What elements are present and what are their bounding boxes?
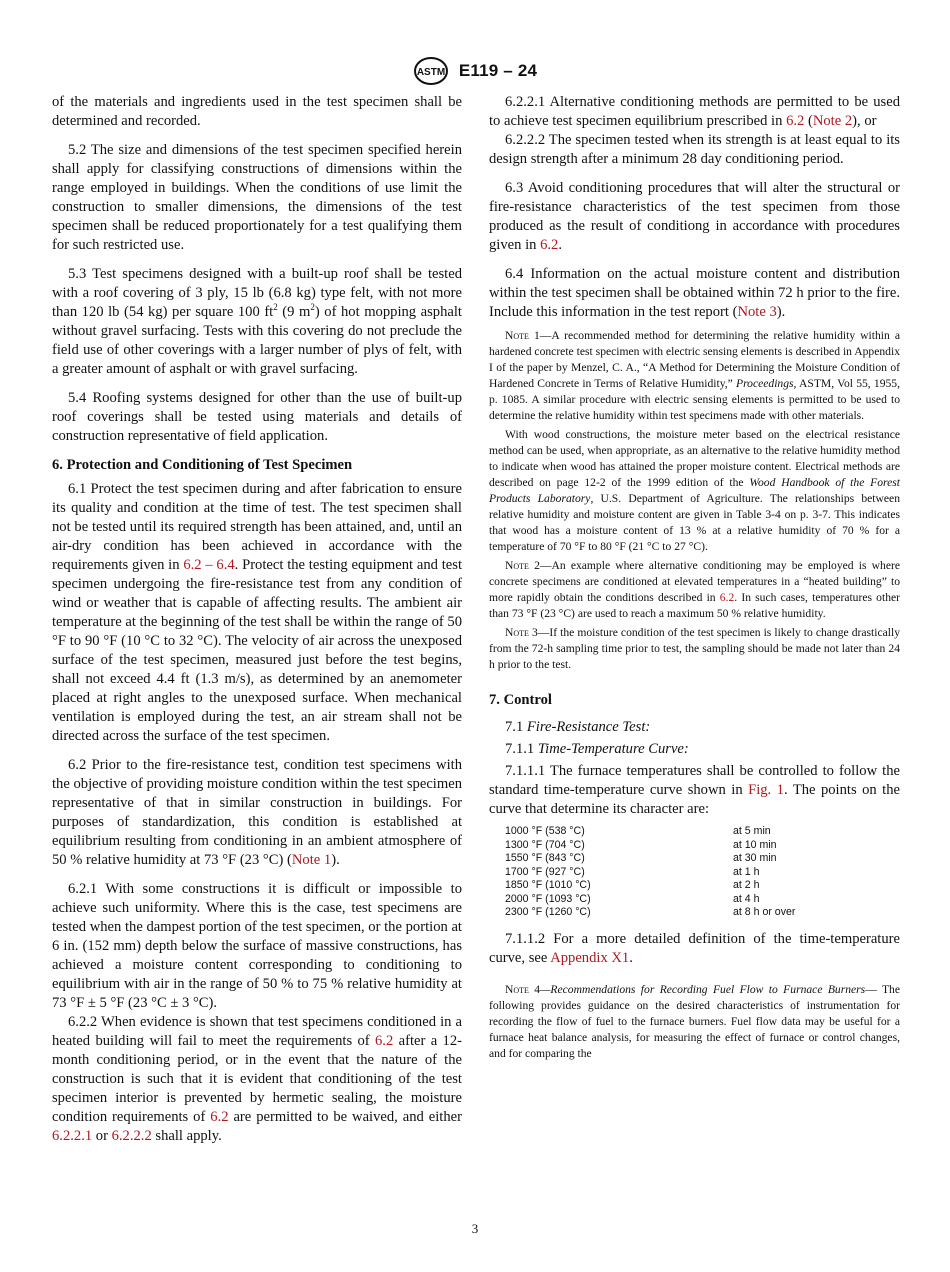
paragraph-intro: of the materials and ingredients used in the test specimen shall be determined and recorded. [52,94,462,129]
paragraph-5-3: 5.3 Test specimens designed with a built-up roof shall be tested with a roof covering of 3 ply, 15 lb (6.8 kg) type felt, with not more than 120 lb (54 kg) per square 100 $ft^2$ (9 $m^2$) of hot mopping asphalt without gravel surfacing. Tests with this covering do not preclude the field use of other coverings with a larger number of plys of felt, with a greater amount of asphalt or with gravel surfacing. [52,266,462,377]
link-fig-1[interactable]: Fig. 1 [748,782,784,798]
paragraph-5-4: 5.4 Roofing systems designed for other than the use of built-up roof coverings shall be tested using materials and details of construction representative of field application. [52,390,462,444]
paragraph-6-2-1: 6.2.1 With some constructions it is difficult or impossible to achieve such uniformity. Where this is the case, test specimens are tested when the dampest portion of the test specimen, or the portion at 6 in. (152 mm) depth below the surface of massive constructions, has achieved a moisture content corresponding to conditioning to equilibrium with air in the range of 50 % to 75 % relative humidity at 73 °F ± 5 °F (23 °C ± 3 °C). [52,881,462,1011]
link-note-3[interactable]: Note 3 [737,304,777,320]
link-6-2-2-1[interactable]: 6.2.2.1 [52,1128,93,1144]
astm-logo-icon [413,56,449,86]
page-header [0,56,950,86]
paragraph-6-2: 6.2 Prior to the fire-resistance test, condition test specimens with the objective of providing moisture condition within the test specimen representative of that in similar construction in buildings. For purposes of standardization, this condition is established at equilibrium resulting from conditioning in an ambient atmosphere of 50 % relative humidity at 73 °F (23 °C) (Note 1). [52,757,462,868]
page-number: 3 [471,1221,479,1236]
link-6-2[interactable]: 6.2 [540,237,559,253]
time-temperature-table [505,825,900,920]
paragraph-7-1-1: 7.1.1 Time-Temperature Curve: [505,741,689,757]
table-row: 1850 °F (1010 °C) at 2 h [505,879,760,891]
note-2: Note 2—An example where alternative conditioning may be employed is where concrete specimens are conditioned at elevated temperatures in a “heated building” to more rapidly obtain the conditions described in 6.2. In such cases, temperatures other than 73 °F (23 °C) are used to reach a maximum 50 % relative humidity. [489,559,900,620]
note-3: Note 3—If the moisture condition of the test specimen is likely to change drastically from the 72-h sampling time prior to test, the sampling should be made not later than 24 h prior to the test. [489,626,900,671]
link-6-2-2-2[interactable]: 6.2.2.2 [111,1128,152,1144]
paragraph-6-3: 6.3 Avoid conditioning procedures that will alter the structural or fire-resistance characteristics of the test specimen from those produced as the result of conditiong in accordance with procedures given in 6.2. [489,180,900,253]
section-heading-7: 7. Control [489,692,552,708]
link-note-1[interactable]: Note 1 [291,852,332,868]
link-6-2[interactable]: 6.2 [719,591,735,604]
paragraph-7-1: 7.1 Fire-Resistance Test: [505,719,651,735]
left-column [52,93,462,1156]
table-row: 1550 °F (843 °C) at 30 min [505,852,777,864]
paragraph-7-1-1-1: 7.1.1.1 The furnace temperatures shall be controlled to follow the standard time-temperature curve shown in Fig. 1. The points on the curve that determine its character are: [489,763,900,817]
note-1: Note 1—A recommended method for determining the relative humidity within a hardened concrete test specimen with electric sensing elements is described in Appendix I of the paper by Menzel, C. A., “A Method for Determining the Moisture Condition of Hardened Concrete in Terms of Relative Humidity,” Proceedings, ASTM, Vol 55, 1955, p. 1085. A similar procedure with electric sensing elements is permitted to be used to determine the relative humidity within test specimens made with other materials. [489,329,900,422]
link-6-2-6-4[interactable]: 6.2 – 6.4 [183,557,235,573]
paragraph-7-1-1-2: 7.1.1.2 For a more detailed definition of the time-temperature curve, see Appendix X1. [489,930,900,966]
svg-text:ASTM: ASTM [416,67,445,78]
paragraph-6-1: 6.1 Protect the test specimen during and after fabrication to ensure its quality and condition at the time of test. The test specimen shall not be tested until its required strength has been attained, and, until an air-dry condition has been achieved in accordance with the requirements given in 6.2 – 6.4. Protect the testing equipment and test specimen undergoing the fire-resistance test from any condition of wind or weather that is capable of affecting results. The ambient air temperature at the beginning of the test shall be within the range of 50 °F to 90 °F (10 °C to 32 °C). The velocity of air across the unexposed surface of the test specimen, measured just before the test begins, shall not exceed 4.4 ft (1.3 m/s), as determined by an anemometer placed at right angles to the unexposed surface. When mechanical ventilation is employed during the test, an air stream shall not be directed across the surface of the test specimen. [52,481,463,744]
link-6-2[interactable]: 6.2 [786,113,805,129]
link-appendix-x1[interactable]: Appendix X1 [550,949,630,966]
link-6-2[interactable]: 6.2 [210,1109,229,1125]
paragraph-6-2-2-2: 6.2.2.2 The specimen tested when its strength is at least equal to its design strength after a minimum 28 day conditioning period. [489,132,900,167]
note-1-continued: With wood constructions, the moisture meter based on the electrical resistance method can be used, when appropriate, as an alternative to the relative humidity method to indicate when wood has attained the proper moisture content. Electrical methods are described on page 12-2 of the 1999 edition of the Wood Handbook of the Forest Products Laboratory, U.S. Department of Agriculture. The relationships between relative humidity and moisture content are given in Table 3-4 on p. 3-7. This indicates that wood has a moisture content of 13 % at a relative humidity of 70 % for a temperature of 70 °F to 80 °F (21 °C to 27 °C). [489,428,900,553]
right-column [489,93,900,1065]
section-heading-6: 6. Protection and Conditioning of Test Specimen [52,457,353,473]
table-row: 1000 °F (538 °C) at 5 min [505,825,771,837]
link-note-2[interactable]: Note 2 [812,113,853,129]
paragraph-6-2-2-1: 6.2.2.1 Alternative conditioning methods are permitted to be used to achieve test specimen equilibrium prescribed in 6.2 (Note 2), or [489,94,900,129]
paragraph-5-2: 5.2 The size and dimensions of the test specimen specified herein shall apply for classifying constructions of dimensions within the range employed in buildings. When the conditions of use limit the construction to smaller dimensions, the dimensions of the test specimen shall be reduced proportionately for a test qualifying them for such restricted use. [52,142,462,253]
table-row: 1300 °F (704 °C) at 10 min [505,838,777,851]
standard-designation: E119 – 24 [458,61,538,80]
table-row: 1700 °F (927 °C) at 1 h [505,865,760,878]
table-row: 2300 °F (1260 °C) at 8 h or over [505,906,796,918]
paragraph-6-4: 6.4 Information on the actual moisture content and distribution within the test specimen shall be obtained within 72 h prior to the fire. Include this information in the test report (Note 3). [489,266,900,320]
link-6-2[interactable]: 6.2 [375,1033,394,1049]
paragraph-6-2-2: 6.2.2 When evidence is shown that test specimens conditioned in a heated building will fail to meet the requirements of 6.2 after a 12-month conditioning period, or in the event that the nature of the construction is such that it is evident that conditioning of the test specimen interior is prevented by hermetic sealing, the moisture condition requirements of 6.2 are permitted to be waived, and either 6.2.2.1 or 6.2.2.2 shall apply. [52,1014,462,1144]
table-row: 2000 °F (1093 °C) at 4 h [505,892,760,905]
note-4: Note 4—Recommendations for Recording Fuel Flow to Furnace Burners— The following provides guidance on the desired characteristics of instrumentation for recording the flow of fuel to the furnace burners. Fuel flow data may be useful for a furnace heat balance analysis, for measuring the effect of furnace or control changes, and for comparing the [489,982,900,1060]
